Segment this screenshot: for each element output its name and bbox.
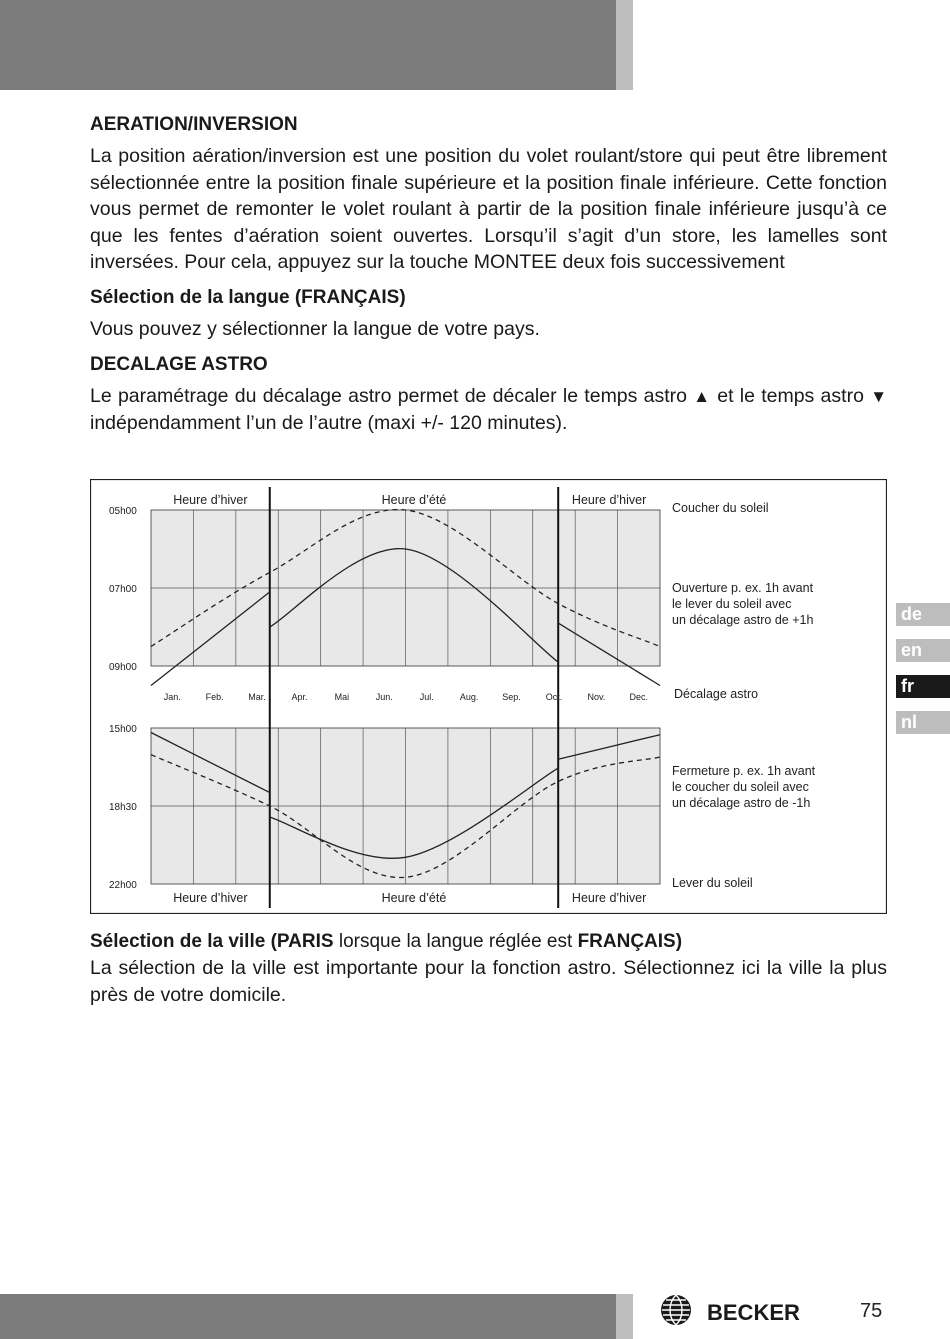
season-label: Heure d’hiver [571,891,647,905]
body-part: indépendamment l’un de l’autre (maxi +/- 120 minutes). [90,412,568,435]
label-fermeture: le coucher du soleil avec [672,780,809,794]
season-label: Heure d’hiver [173,891,248,905]
label-coucher: Coucher du soleil [672,501,769,515]
month-label: Jun. [375,692,393,702]
month-label: Jan. [163,692,181,702]
header-bar-edge [616,0,633,90]
season-label: Heure d’hiver [571,493,647,507]
page-content [90,112,887,437]
section-aeration [90,112,887,276]
brand-name: BECKER [707,1300,800,1325]
y-tick-label: 05h00 [109,506,137,517]
section-langue [90,285,887,343]
section-body [90,383,887,437]
body-part: Le paramétrage du décalage astro permet de décaler le temps astro [90,384,688,407]
footer-bar-edge [616,1294,633,1339]
month-label: Dec. [629,692,649,702]
month-label: Apr. [291,692,308,702]
section-title [90,929,887,955]
y-tick-label: 15h00 [109,724,137,735]
down-triangle-icon: ▼ [870,386,888,406]
label-fermeture: un décalage astro de -1h [672,796,811,810]
label-fermeture: Fermeture p. ex. 1h avant [672,764,816,778]
section-ville [90,929,887,1008]
y-tick-label: 18h30 [109,802,137,813]
title-normal: lorsque la langue réglée est [338,931,573,952]
language-tab-en[interactable]: en [896,639,950,662]
becker-logo [660,1293,810,1329]
y-tick-label: 07h00 [109,584,137,595]
season-label: Heure d’été [381,891,447,905]
month-label: Nov. [587,692,606,702]
label-ouverture: un décalage astro de +1h [672,613,814,627]
footer-bar [0,1294,616,1339]
month-label: Aug. [459,692,479,702]
month-label: Jul. [419,692,434,702]
language-tab-fr[interactable]: fr [896,675,950,698]
month-label: Sep. [502,692,521,702]
body-part: et le temps astro [717,384,864,407]
section-body: La position aération/inversion est une position du volet roulant/store qui peut être librement sélectionnée entre la position finale supérieure et la position finale inférieure. Cette fonction vous permet de remonter le volet roulant à partir de la position finale inférieure jusqu’à ce que les fentes d’aération soient ouvertes. Lorsqu’il s’agit d’un store, les lamelles sont inversées. Pour cela, appuyez sur la touche MONTEE deux fois successivement [90,145,887,274]
title-bold: Sélection de la ville (PARIS [90,931,334,952]
language-tab-de[interactable]: de [896,603,950,626]
label-lever: Lever du soleil [672,876,753,890]
label-ouverture: le lever du soleil avec [672,597,792,611]
season-label: Heure d’hiver [173,493,248,507]
section-astro [90,352,887,437]
month-label: Mai [334,692,350,702]
astro-chart [90,479,887,914]
month-label: Oct. [545,692,563,702]
section-title: DECALAGE ASTRO [90,353,268,375]
title-bold: FRANÇAIS) [577,931,683,952]
month-label: Mar. [248,692,266,702]
season-label: Heure d’été [381,493,447,507]
label-decalage: Décalage astro [674,687,759,701]
up-triangle-icon: ▲ [693,386,711,406]
language-tab-nl[interactable]: nl [896,711,950,734]
section-title: AERATION/INVERSION [90,114,298,135]
month-label: Feb. [205,692,224,702]
section-title: Sélection de la langue (FRANÇAIS) [90,286,406,308]
section-body: Vous pouvez y sélectionner la langue de votre pays. [90,317,540,340]
globe-icon [661,1295,691,1325]
section-body: La sélection de la ville est importante pour la fonction astro. Sélectionnez ici la ville la plus près de votre domicile. [90,957,887,1006]
y-tick-label: 09h00 [109,662,137,673]
language-tabs [896,603,950,747]
y-tick-label: 22h00 [109,880,137,891]
label-ouverture: Ouverture p. ex. 1h avant [672,581,814,595]
page-number: 75 [860,1300,883,1322]
header-bar [0,0,616,90]
